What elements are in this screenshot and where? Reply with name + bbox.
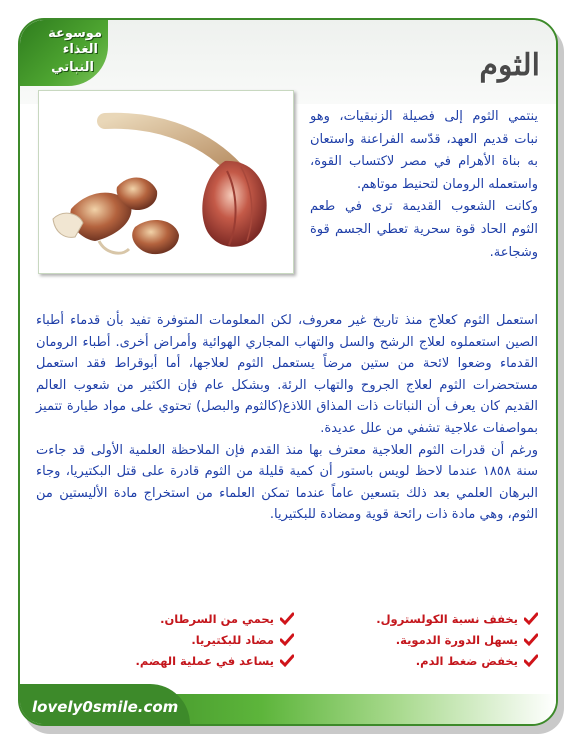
article-card — [18, 18, 558, 726]
check-icon — [524, 654, 538, 668]
garlic-illustration — [39, 91, 293, 273]
brand-line-1: موسوعة — [48, 26, 102, 41]
benefits-list-right — [308, 608, 538, 671]
check-icon — [280, 612, 294, 626]
body-paragraph-1: استعمل الثوم كعلاج منذ تاريخ غير معروف، لكن المعلومات المتوفرة تفيد بأن قدماء أطباء الصين استعملوه لعلاج الرشح والسل والتهاب المجاري الهوائية وأمراض أخرى. أطباء الرومان القدماء وضعوا لائحة من ستين مرضاً يستعمل الثوم لعلاجها، أما أبوقراط فقد استعمل مستحضرات الثوم لعلاج الجروح والتهاب الرئة. وبشكل عام فإن الكثير من شعوب العالم القديم كان يعرف أن النباتات ذات المذاق اللاذع(كالثوم والبصل) تحتوي على مواد طيارة تتميز بمواصفات علاجية تشفي من علل عديدة. — [36, 313, 538, 436]
benefit-text: يخفف نسبة الكولسترول. — [376, 611, 518, 626]
benefit-text: مضاد للبكتيريا. — [191, 632, 274, 647]
benefit-item — [64, 650, 294, 671]
benefit-item — [64, 629, 294, 650]
footer — [20, 684, 556, 724]
intro-paragraph-1: ينتمي الثوم إلى فصيلة الزنبقيات، وهو نبات قديم العهد، قدّسه الفراعنة واستعان به بناة الأهرام في مصر لاكتساب القوة، واستعمله الرومان لتحنيط موتاهم. — [310, 109, 538, 192]
benefits-list-left — [64, 608, 294, 671]
intro-paragraph-2: وكانت الشعوب القديمة ترى في طعم الثوم الحاد قوة سحرية تعطي الجسم قوة وشجاعة. — [310, 199, 538, 260]
benefit-item — [308, 629, 538, 650]
benefit-item — [64, 608, 294, 629]
benefit-item — [308, 608, 538, 629]
site-link[interactable]: lovely0smile.com — [32, 698, 179, 716]
benefit-item — [308, 650, 538, 671]
benefit-text: يخفض ضغط الدم. — [415, 653, 518, 668]
check-icon — [524, 633, 538, 647]
body-text — [36, 310, 538, 526]
benefit-text: يسهل الدورة الدموية. — [395, 632, 518, 647]
intro-text — [310, 106, 538, 264]
body-paragraph-2: ورغم أن قدرات الثوم العلاجية معترف بها منذ القدم فإن الملاحظة العلمية الأولى قد جاءت سنة ١٨٥٨ عندما لاحظ لويس باستور أن كمية قليلة من الثوم قادرة على قتل البكتيريا، وجاء البرهان العلمي بعد ذلك بتسعين عاماً عندما تمكن العلماء من استخراج مادة الأليستين من الثوم، وهي مادة ذات رائحة قوية ومضادة للبكتيريا. — [36, 442, 538, 523]
check-icon — [280, 654, 294, 668]
benefit-text: يساعد في عملية الهضم. — [135, 653, 274, 668]
page-title: الثوم — [479, 48, 540, 83]
benefit-text: يحمي من السرطان. — [160, 611, 274, 626]
check-icon — [524, 612, 538, 626]
brand-line-3: النباتي — [51, 60, 94, 75]
garlic-image — [38, 90, 294, 274]
brand-line-2: الغذاء — [62, 42, 98, 57]
check-icon — [280, 633, 294, 647]
